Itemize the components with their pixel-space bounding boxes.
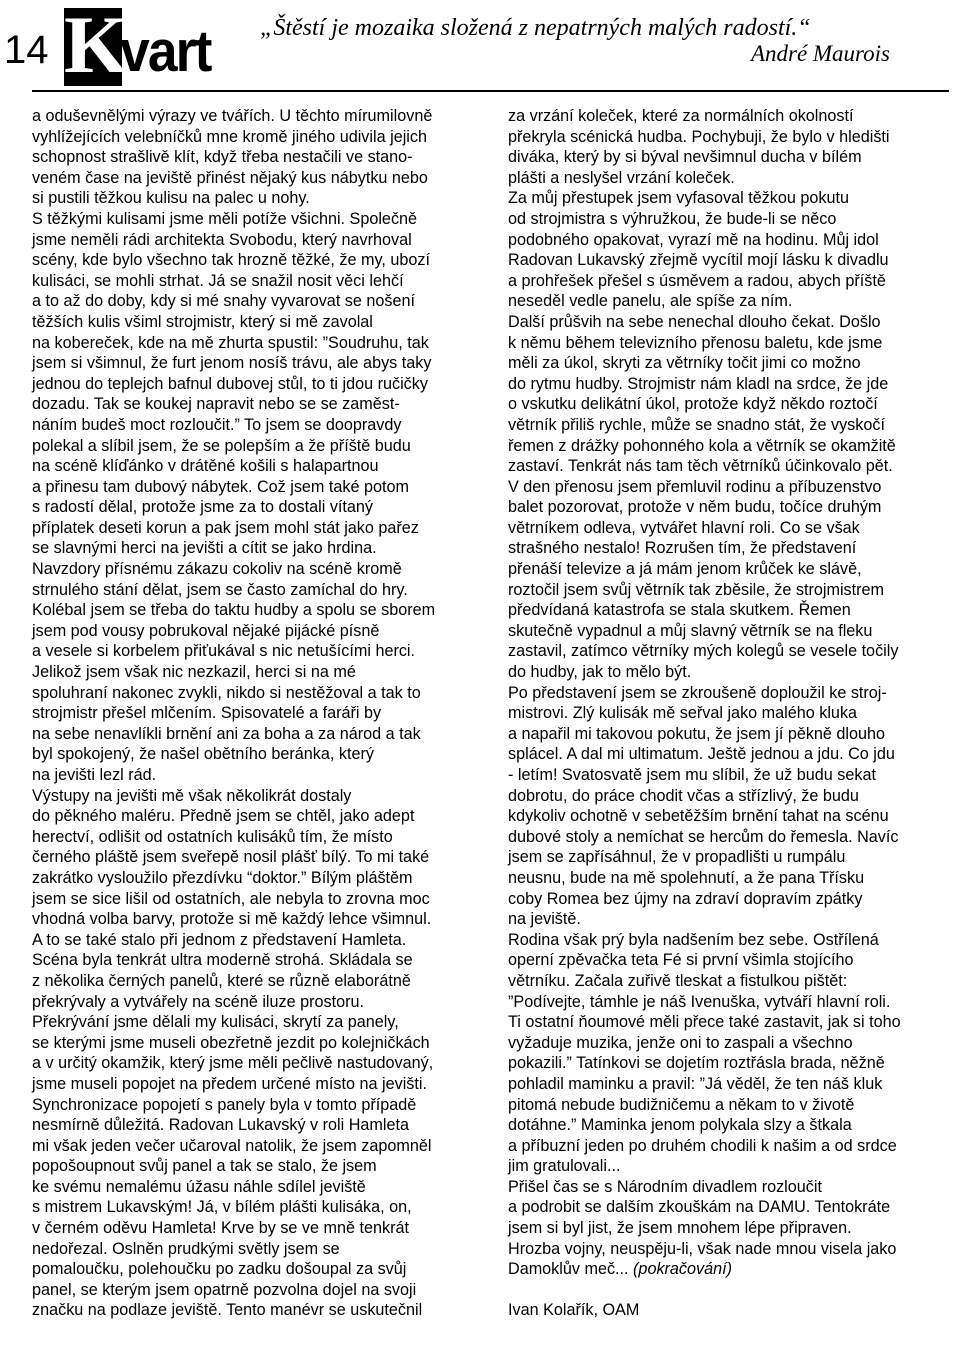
text-line: V den přenosu jsem přemluvil rodinu a příbuzenstvo xyxy=(508,477,882,496)
text-line: mi však jeden večer učaroval natolik, že jsem zapomněl xyxy=(32,1136,432,1155)
text-line: a oduševnělými výrazy ve tvářích. U těchto mírumilovně xyxy=(32,107,433,125)
text-line: Další průšvih na sebe nenechal dlouho čekat. Došlo xyxy=(508,312,881,331)
text-line: Radovan Lukavský zřejmě vycítil mojí lásku k divadlu xyxy=(508,251,889,270)
text-line: a v určitý okamžik, který jsme měli pečlivě nastudovaný, xyxy=(32,1054,434,1073)
text-line: Výstupy na jevišti mě však několikrát dostaly xyxy=(32,786,352,805)
text-line: větrníkem odleva, vytvářet hlavní roli. Co se však xyxy=(508,518,860,537)
text-line: na jeviště. xyxy=(508,910,581,929)
text-line: Kolébal jsem se třeba do taktu hudby a spolu se sborem xyxy=(32,601,436,620)
text-line: scény, kde bylo všechno tak hrozně těžké, že my, ubozí xyxy=(32,251,430,270)
text-line: nedořezal. Oslněn prudkými světly jsem se xyxy=(32,1239,340,1258)
text-line: strojmistr přešel mlčením. Spisovatelé a faráři by xyxy=(32,704,382,723)
text-line: roztočil jsem svůj větrník tak zběsile, že strojmistrem xyxy=(508,580,885,599)
text-line: do pěkného maléru. Předně jsem se chtěl, jako adept xyxy=(32,807,415,826)
text-line: mistrovi. Zlý kulisák mě seřval jako malého kluka xyxy=(508,704,858,723)
text-line: pokazili.” Tatínkovi se dojetím roztřásla brada, něžně xyxy=(508,1054,885,1073)
page-header xyxy=(0,0,960,96)
text-line: strnulého stání dělat, jsem se často zamíchal do hry. xyxy=(32,580,408,599)
text-line: a vesele si korbelem přiťukával s nic netušícími herci. xyxy=(32,642,416,661)
motto-author: André Maurois xyxy=(750,41,890,66)
article-column-left xyxy=(32,106,484,1321)
text-line: těžších kulis všiml strojmistr, který si mě zavolal xyxy=(32,312,373,331)
text-line: Synchronizace popojetí s panely byla v tomto případě xyxy=(32,1095,417,1114)
text-line: zakrátko vysloužilo přezdívku “doktor.” Bílým pláštěm xyxy=(32,868,413,887)
text-line: pitomá nebude budižničemu a někam to v životě xyxy=(508,1095,855,1114)
text-line: řemen z drážky pohonného kola a větrník se okamžitě xyxy=(508,436,896,455)
text-line: jsem si byl jist, že jsem mnohem lépe připraven. xyxy=(508,1219,852,1238)
text-line: neusnu, bude na mě spolehnutí, a že pana Třísku xyxy=(508,868,865,887)
text-line: panel, se kterým jsem opatrně pozvolna dojel na svoji xyxy=(32,1280,417,1299)
text-line: neseděl vedle panelu, ale spíše za ním. xyxy=(508,292,793,311)
text-line: k němu během televizního přenosu baletu, kde jsme xyxy=(508,333,883,352)
text-line: dozadu. Tak se koukej napravit nebo se se zaměst- xyxy=(32,395,400,414)
text-line: skutečně vypadnul a můj slavný větrník se na fleku xyxy=(508,621,873,640)
text-line: černého pláště jsem sveřepě nosil plášť bílý. To mi také xyxy=(32,848,430,867)
text-line: kulisáci, se mohli strhat. Já se snažil nosit věci lehčí xyxy=(32,271,404,290)
text-line: Za můj přestupek jsem vyfasoval těžkou pokutu xyxy=(508,189,849,208)
text-line: v černém oděvu Hamleta! Krve by se ve mně tenkrát xyxy=(32,1219,409,1238)
text-line: jsme museli popojet na předem určené místo na jevišti. xyxy=(32,1074,427,1093)
text-line: z několika černých panelů, které se různě elaborátně xyxy=(32,971,411,990)
text-line: Jelikož jsem však nic nezkazil, herci si na mé xyxy=(32,663,356,682)
text-line: na scéně klíďánko v drátěné košili s halapartnou xyxy=(32,457,379,476)
text-line: balet pozorovat, protože v něm budu, točíce druhým xyxy=(508,498,882,517)
text-line: S těžkými kulisami jsme měli potíže všichni. Společně xyxy=(32,209,418,228)
text-line: plášti a neslyšel vrzání koleček. xyxy=(508,168,735,187)
text-line: a napařil mi takovou pokutu, že jsem jí pěkně dlouho xyxy=(508,724,886,743)
text-line: strašného nestalo! Rozrušen tím, že představení xyxy=(508,539,857,558)
text-line: byl spokojený, že našel obětního beránka, který xyxy=(32,745,374,764)
text-line: vhodná volba barvy, protože si mě každý lehce všimnul. xyxy=(32,910,432,929)
text-line: jsem se sice lišil od ostatních, ale nebyla to zrovna moc xyxy=(32,889,430,908)
page-number: 14 xyxy=(4,28,49,72)
text-line: vyhlížejících velebníčků mne kromě jiného udivila jejich xyxy=(32,127,427,146)
text-line: popošoupnout svůj panel a tak se stalo, že jsem xyxy=(32,1157,377,1176)
text-line: jsem pod vousy pobrukoval nějaké pijácké písně xyxy=(32,621,380,640)
text-line: ”Podívejte, támhle je náš Ivenuška, vytváří hlavní roli. xyxy=(508,992,891,1011)
text-line: a prohřešek přešel s úsměvem a radou, abych příště xyxy=(508,271,886,290)
text-line: Ti ostatní ňoumové měli přece také zastavit, jak si toho xyxy=(508,1013,901,1032)
text-line: větrník přiliš rychle, může se snadno stát, že vyskočí xyxy=(508,415,885,434)
text-line: splácel. A dal mi ultimatum. Ještě jednou a jdu. Co jdu xyxy=(508,745,895,764)
text-line: kdykoliv ochotně v sebetěžším brnění tahat na scénu xyxy=(508,807,889,826)
text-line: jsem se zapřísáhnul, že v propadlišti u rumpálu xyxy=(508,848,846,867)
text-line: měli za úkol, skryti za větrníky točit jimi co možno xyxy=(508,354,861,373)
text-line: Damoklův meč... (pokračování) xyxy=(508,1260,733,1279)
text-line: překrývaly a vytvářely na scéně iluze prostoru. xyxy=(32,992,364,1011)
text-line: dubové stoly a nemíchat se hercům do řemesla. Navíc xyxy=(508,827,899,846)
text-line: se slavnými herci na jevišti a cítit se jako hrdina. xyxy=(32,539,377,558)
text-line: příplatek deseti korun a pak jsem mohl stát jako pařez xyxy=(32,518,419,537)
logo-k-block xyxy=(64,0,128,90)
text-line: veném čase na jeviště přinést nějaký kus nábytku nebo xyxy=(32,168,428,187)
text-line: vyžaduje muzika, jenže oni to zaspali a všechno xyxy=(508,1033,853,1052)
article-column-right xyxy=(508,106,953,1321)
text-line: značku na podlaze jeviště. Tento manévr se uskutečnil xyxy=(32,1301,423,1320)
kvart-logo xyxy=(64,0,228,90)
text-line: jim gratulovali... xyxy=(508,1157,621,1176)
text-line: pohladil maminku a pravil: ”Já věděl, že ten náš kluk xyxy=(508,1074,883,1093)
text-line: schopnost strašlivě klít, když třeba nestačili ve stano- xyxy=(32,148,413,167)
text-line: na kobereček, kde na mě zhurta spustil: ”Soudruhu, tak xyxy=(32,333,429,352)
text-line: operní zpěvačka teta Fé si první všimla stojícího xyxy=(508,951,854,970)
text-line: za vrzání koleček, které za normálních okolností xyxy=(508,107,854,125)
continued-label: (pokračování) xyxy=(633,1260,733,1279)
text-line: zastaví. Tenkrát nás tam těch větrníků účinkovalo pět. xyxy=(508,457,893,476)
text-line: náním budeš moct rozloučit.” To jsem se doopravdy xyxy=(32,415,402,434)
text-line: s radostí dělal, protože jsme za to dostali vítaný xyxy=(32,498,374,517)
text-line: Po představení jsem se zkroušeně doploužil ke stroj- xyxy=(508,683,887,702)
text-line: Překrývání jsme dělali my kulisáci, skrytí za panely, xyxy=(32,1013,399,1032)
text-line: do hudby, jak to mělo být. xyxy=(508,663,692,682)
text-line: a to až do doby, kdy si mé snahy vyvarovat se nošení xyxy=(32,292,416,311)
text-line: polekal a slíbil jsem, že se polepším a že příště budu xyxy=(32,436,411,455)
text-line: jsme neměli rádi architekta Svobodu, který navrhoval xyxy=(32,230,412,249)
text-line: překryla scénická hudba. Pochybuji, že bylo v hledišti xyxy=(508,127,890,146)
text-line: dobrotu, do práce chodit včas a střízlivý, že budu xyxy=(508,786,859,805)
text-line: s mistrem Lukavským! Já, v bílém plášti kulisáka, on, xyxy=(32,1198,412,1217)
text-line: přenáší televize a já mám jenom krůček ke slávě, xyxy=(508,560,862,579)
text-line: Rodina však prý byla nadšením bez sebe. Ostřílená xyxy=(508,930,879,949)
text-line: Přišel čas se s Národním divadlem rozloučit xyxy=(508,1177,822,1196)
text-line: herectví, odlišit od ostatních kulisáků tím, že místo xyxy=(32,827,393,846)
text-line: Scéna byla tenkrát ultra moderně strohá. Skládala se xyxy=(32,951,413,970)
text-line: pomaloučku, polehoučku po zadku došoupal za svůj xyxy=(32,1260,407,1279)
text-line: dotáhne.” Maminka jenom polykala slzy a štkala xyxy=(508,1116,852,1135)
text-line: zastavil, zatímco větrníky mých kolegů se vesele točily xyxy=(508,642,899,661)
text-line: do rytmu hudby. Strojmistr nám kladl na srdce, že jde xyxy=(508,374,889,393)
motto-quote: „Štěstí je mozaika složená z nepatrných malých radostí.“ xyxy=(260,15,811,41)
text-line: se kterými jsme museli obezřetně jezdit po kolejničkách xyxy=(32,1033,430,1052)
text-line: jednou do teplejch bafnul dubovej stůl, to ti jdou ručičky xyxy=(32,374,428,393)
text-line: a podrobit se dalším zkouškám na DAMU. Tentokráte xyxy=(508,1198,891,1217)
text-line: - letím! Svatosvatě jsem mu slíbil, že už budu sekat xyxy=(508,766,876,784)
text-line: na sebe nenavlíkli brnění ani za boha a za národ a tak xyxy=(32,724,421,743)
text-line: o vskutku delikátní úkol, protože když někdo roztočí xyxy=(508,395,878,414)
text-line: Hrozba vojny, neuspěju-li, však nade mnou visela jako xyxy=(508,1239,897,1258)
text-line: a příbuzní jeden po druhém chodili k našim a od srdce xyxy=(508,1136,897,1155)
text-line: podobného opakovat, vyrazí mě na hodinu. Můj idol xyxy=(508,230,879,249)
text-line: A to se také stalo při jednom z představení Hamleta. xyxy=(32,930,407,949)
logo-word: vart xyxy=(120,19,211,84)
text-line: nesmírně důležitá. Radovan Lukavský v roli Hamleta xyxy=(32,1116,409,1135)
text-line: na jevišti lezl rád. xyxy=(32,766,157,784)
text-line: od strojmistra s výhružkou, že bude-li se něco xyxy=(508,209,837,228)
text-line: si pustili těžkou kulisu na palec u nohy. xyxy=(32,189,310,208)
text-line: a přinesu tam dubový nábytek. Což jsem také potom xyxy=(32,477,409,496)
text-line: předvídaná katastrofa se stala skutkem. Řemen xyxy=(508,601,851,620)
text-line: jsem si všimnul, že furt jenom nosíš trávu, ale abys taky xyxy=(32,354,432,373)
header-divider xyxy=(32,90,949,92)
text-line: Navzdory přísnému zákazu cokoliv na scéně kromě xyxy=(32,560,402,579)
logo-letter: K xyxy=(64,0,128,90)
text-line: coby Romea bez újmy na zdraví dopravím zpátky xyxy=(508,889,863,908)
text-line: ke svému nemalému úžasu náhle sdílel jeviště xyxy=(32,1177,366,1196)
text-line: větrníku. Začala zuřivě tleskat a fistulkou pištět: xyxy=(508,971,848,990)
text-line: spoluhraní nakonec zvykli, nikdo si nestěžoval a tak to xyxy=(32,683,421,702)
author-signature: Ivan Kolařík, OAM xyxy=(508,1301,640,1320)
text-line: diváka, který by si býval nevšimnul ducha v bílém xyxy=(508,148,862,167)
